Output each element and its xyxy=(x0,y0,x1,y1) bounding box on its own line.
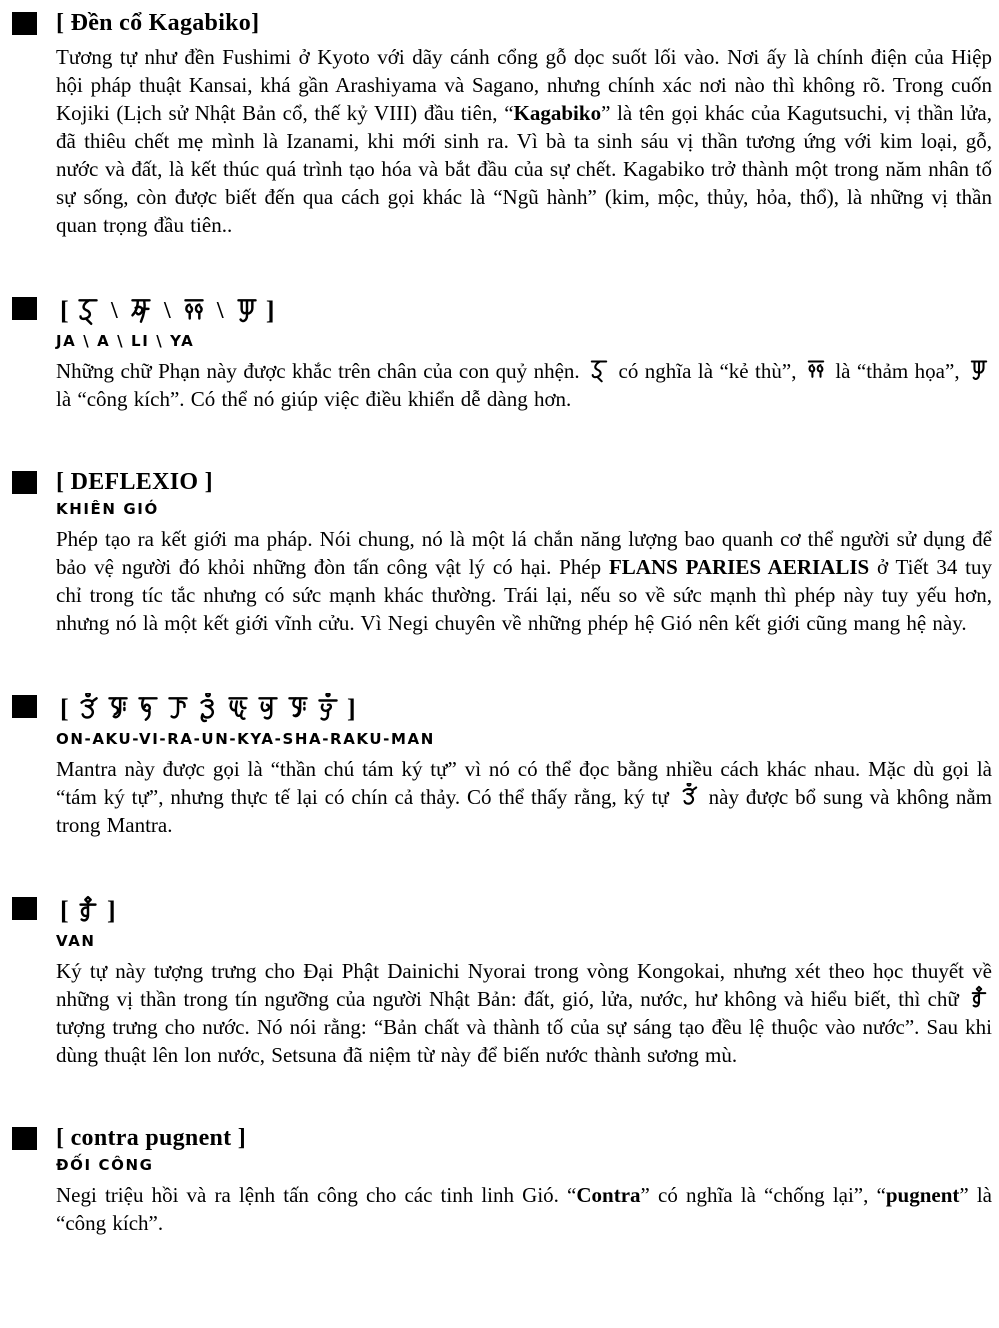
bracket-open: [ xyxy=(60,296,69,325)
siddham-a-icon xyxy=(128,295,154,327)
emphasized-term: Contra xyxy=(576,1183,641,1207)
section-bullet-icon xyxy=(12,695,37,718)
glossary-section xyxy=(12,8,992,239)
siddham-ja-icon xyxy=(75,295,101,327)
section-content xyxy=(56,8,992,239)
section-body: Tương tự như đền Fushimi ở Kyoto với dãy cánh cổng gỗ dọc suốt lối vào. Nơi ấy là chính điện của Hiệp hội pháp thuật Kansai, khá gần Arashiyama và Sagano, nhưng chính xác nơi nào thì không rõ. Trong cuốn Kojiki (Lịch sử Nhật Bản cổ, thế kỷ VIII) đầu tiên, “Kagabiko” là tên gọi khác của Kagutsuchi, vị thần lửa, đã thiêu chết mẹ mình là Izanami, khi mới sinh ra. Vì bà ta sinh sáu vị thần tương ứng với kim loại, gỗ, nước và đất, là kết thúc quá trình tạo hóa và bắt đầu của sự chết. Kagabiko trở thành một trong năm nhân tố sự sống, còn được biết đến qua cách gọi khác là “Ngũ hành” (kim, mộc, thủy, hỏa, thổ), là những vị thần quan trọng đầu tiên.. xyxy=(56,45,992,237)
glossary-section xyxy=(12,893,992,1069)
emphasized-term: FLANS PARIES AERIALIS xyxy=(608,555,870,579)
section-body: Mantra này được gọi là “thần chú tám ký tự” vì nó có thể đọc bằng nhiều cách khác nhau. Mặc dù gọi là “tám ký tự”, nhưng thực tế lại có chín cả thảy. Có thể thấy rằng, ký tự này được bổ sung và không nằm trong Mantra. xyxy=(56,757,992,837)
section-body: Negi triệu hồi và ra lệnh tấn công cho các tinh linh Gió. “Contra” có nghĩa là “chống lại”, “pugnent” là “công kích”. xyxy=(56,1183,992,1235)
siddham-li-icon xyxy=(805,357,827,384)
siddham-li-icon xyxy=(181,295,207,327)
section-title: [ Đền cổ Kagabiko] xyxy=(56,10,260,36)
bracket-close: ] xyxy=(346,694,356,723)
section-bullet-icon xyxy=(12,471,37,494)
glossary-section xyxy=(12,1123,992,1237)
siddham-kya-icon xyxy=(225,693,251,725)
section-reading: JA \ A \ LI \ YA xyxy=(56,332,195,350)
bracket-close: ] xyxy=(265,296,275,325)
section-title xyxy=(56,293,992,329)
emphasized-term: pugnent xyxy=(885,1183,960,1207)
section-bullet-icon xyxy=(12,897,37,920)
section-title: [ DEFLEXIO ] xyxy=(56,469,213,495)
glossary-section xyxy=(12,691,992,839)
section-content xyxy=(56,893,992,1069)
section-bullet-icon xyxy=(12,297,37,320)
section-reading: KHIÊN GIÓ xyxy=(56,500,159,518)
siddham-van-icon xyxy=(75,895,101,927)
siddham-ja-icon xyxy=(588,357,610,384)
section-body: Những chữ Phạn này được khắc trên chân của con quỷ nhện. có nghĩa là “kẻ thù”, là “thảm họa”, là “công kích”. Có thể nó giúp việc điều khiển dễ dàng hơn. xyxy=(56,357,992,413)
siddham-on-icon xyxy=(678,783,700,810)
siddham-on-icon xyxy=(75,693,101,725)
siddham-sha-icon xyxy=(255,693,281,725)
siddham-ya-icon xyxy=(234,295,260,327)
glyph-separator: \ xyxy=(110,298,118,324)
siddham-ra-icon xyxy=(165,693,191,725)
siddham-un-icon xyxy=(195,693,221,725)
siddham-ya-icon xyxy=(968,357,990,384)
siddham-aku-icon xyxy=(105,693,131,725)
bracket-open: [ xyxy=(60,896,69,925)
section-content xyxy=(56,691,992,839)
bracket-open: [ xyxy=(60,694,69,723)
siddham-vi-icon xyxy=(135,693,161,725)
bracket-close: ] xyxy=(106,896,116,925)
glossary-section xyxy=(12,293,992,413)
glossary-section xyxy=(12,467,992,637)
section-content xyxy=(56,467,992,637)
section-title xyxy=(56,691,992,727)
siddham-raku-icon xyxy=(285,693,311,725)
section-content xyxy=(56,1123,992,1237)
section-content xyxy=(56,293,992,413)
siddham-van-icon xyxy=(968,985,990,1012)
siddham-man-icon xyxy=(315,693,341,725)
section-title: [ contra pugnent ] xyxy=(56,1125,247,1151)
section-bullet-icon xyxy=(12,1127,37,1150)
section-reading: ĐỐI CÔNG xyxy=(56,1156,154,1174)
glyph-separator: \ xyxy=(163,298,171,324)
glossary-sections xyxy=(12,8,992,1237)
section-reading: VAN xyxy=(56,932,96,950)
section-bullet-icon xyxy=(12,12,37,35)
section-title xyxy=(56,893,992,929)
section-reading: ON-AKU-VI-RA-UN-KYA-SHA-RAKU-MAN xyxy=(56,730,435,748)
glyph-separator: \ xyxy=(216,298,224,324)
emphasized-term: Kagabiko xyxy=(513,101,602,125)
section-body: Ký tự này tượng trưng cho Đại Phật Dainichi Nyorai trong vòng Kongokai, nhưng xét theo học thuyết về những vị thần trong tín ngưỡng của người Nhật Bản: đất, gió, lửa, nước, hư không và hiểu biết, thì chữ tượng trưng cho nước. Nó nói rằng: “Bản chất và thành tố của sự sáng tạo đều lệ thuộc vào nước”. Sau khi dùng thuật lên lon nước, Setsuna đã niệm từ này để biến nước thành sương mù. xyxy=(56,959,992,1067)
section-body: Phép tạo ra kết giới ma pháp. Nói chung, nó là một lá chắn năng lượng bao quanh cơ thể người sử dụng để bảo vệ người đó khỏi những đòn tấn công vật lý có hại. Phép FLANS PARIES AERIALIS ở Tiết 34 tuy chỉ trong tíc tắc nhưng có sức mạnh khác thường. Trái lại, nếu so về sức mạnh thì phép này tuy yếu hơn, nhưng nó là một kết giới vĩnh cửu. Vì Negi chuyên về những phép hệ Gió nên kết giới cũng mang hệ này. xyxy=(56,527,993,635)
